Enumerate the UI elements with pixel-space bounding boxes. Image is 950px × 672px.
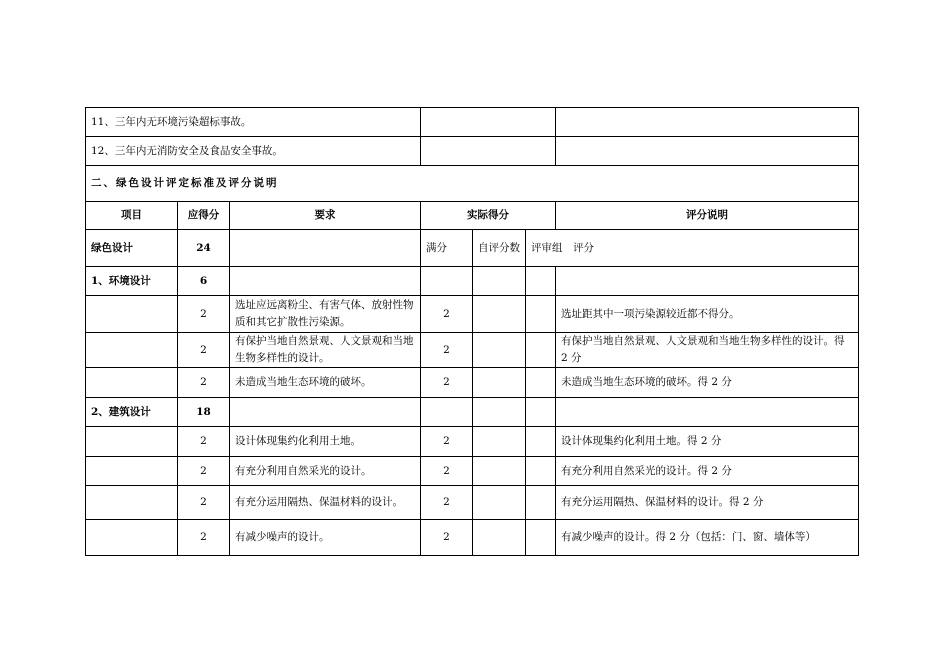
row-score: 2 [178, 427, 230, 457]
category-label: 绿色设计 [86, 230, 178, 267]
row-self-score [473, 486, 526, 520]
row-score: 2 [178, 486, 230, 520]
col-header-explanation: 评分说明 [556, 202, 859, 230]
group-title: 2、建筑设计 [86, 398, 178, 427]
row-self-score [473, 427, 526, 457]
col-header-requirement: 要求 [230, 202, 421, 230]
row-full-score: 2 [421, 520, 473, 556]
section-title: 二、绿色设计评定标准及评分说明 [86, 166, 859, 202]
self-score-label: 自评分数 [473, 230, 526, 267]
row-explanation: 未造成当地生态环境的破坏。得 2 分 [556, 368, 859, 398]
row-score: 2 [178, 296, 230, 333]
group-score: 18 [178, 398, 230, 427]
col-header-actual-score: 实际得分 [421, 202, 556, 230]
row-score: 2 [178, 457, 230, 486]
scoring-table [85, 107, 859, 556]
row-full-score: 2 [421, 368, 473, 398]
row-panel-score [526, 333, 556, 368]
row-full-score: 2 [421, 427, 473, 457]
row-explanation: 有充分运用隔热、保温材料的设计。得 2 分 [556, 486, 859, 520]
table-row [86, 108, 859, 137]
group-body [86, 267, 859, 398]
col-header-due-score: 应得分 [178, 202, 230, 230]
panel-score-label: 评审组 评分 [526, 230, 859, 267]
row-explanation: 有减少噪声的设计。得 2 分（包括：门、窗、墙体等） [556, 520, 859, 556]
row-full-score: 2 [421, 296, 473, 333]
top-row-text: 11、三年内无环境污染超标事故。 [86, 108, 421, 137]
row-explanation: 选址距其中一项污染源较近都不得分。 [556, 296, 859, 333]
table-row [86, 457, 859, 486]
row-requirement: 有充分利用自然采光的设计。 [230, 457, 421, 486]
table-row [86, 296, 859, 333]
row-self-score [473, 296, 526, 333]
group-header-row [86, 398, 859, 427]
row-self-score [473, 333, 526, 368]
row-score: 2 [178, 333, 230, 368]
col-header-item: 项目 [86, 202, 178, 230]
row-explanation: 设计体现集约化利用土地。得 2 分 [556, 427, 859, 457]
row-requirement: 设计体现集约化利用土地。 [230, 427, 421, 457]
row-self-score [473, 457, 526, 486]
row-explanation: 有充分利用自然采光的设计。得 2 分 [556, 457, 859, 486]
table-row [86, 368, 859, 398]
row-panel-score [526, 368, 556, 398]
full-score-label: 满分 [421, 230, 473, 267]
row-self-score [473, 368, 526, 398]
group-body [86, 398, 859, 556]
group-header-row [86, 267, 859, 296]
group-score: 6 [178, 267, 230, 296]
row-panel-score [526, 457, 556, 486]
row-score: 2 [178, 520, 230, 556]
row-requirement: 有充分运用隔热、保温材料的设计。 [230, 486, 421, 520]
row-panel-score [526, 296, 556, 333]
table-row [86, 333, 859, 368]
row-explanation: 有保护当地自然景观、人文景观和当地生物多样性的设计。得 2 分 [556, 333, 859, 368]
table-row [86, 427, 859, 457]
top-row-text: 12、三年内无消防安全及食品安全事故。 [86, 137, 421, 166]
row-panel-score [526, 427, 556, 457]
row-self-score [473, 520, 526, 556]
table-row [86, 486, 859, 520]
row-panel-score [526, 520, 556, 556]
row-panel-score [526, 486, 556, 520]
table-row [86, 520, 859, 556]
header-row [86, 202, 859, 230]
category-score: 24 [178, 230, 230, 267]
row-requirement: 未造成当地生态环境的破坏。 [230, 368, 421, 398]
row-full-score: 2 [421, 486, 473, 520]
group-title: 1、环境设计 [86, 267, 178, 296]
row-full-score: 2 [421, 457, 473, 486]
row-full-score: 2 [421, 333, 473, 368]
section-title-row [86, 166, 859, 202]
row-requirement: 有减少噪声的设计。 [230, 520, 421, 556]
row-requirement: 有保护当地自然景观、人文景观和当地生物多样性的设计。 [230, 333, 421, 368]
row-requirement: 选址应远离粉尘、有害气体、放射性物质和其它扩散性污染源。 [230, 296, 421, 333]
row-score: 2 [178, 368, 230, 398]
subheader-row [86, 230, 859, 267]
table-row [86, 137, 859, 166]
